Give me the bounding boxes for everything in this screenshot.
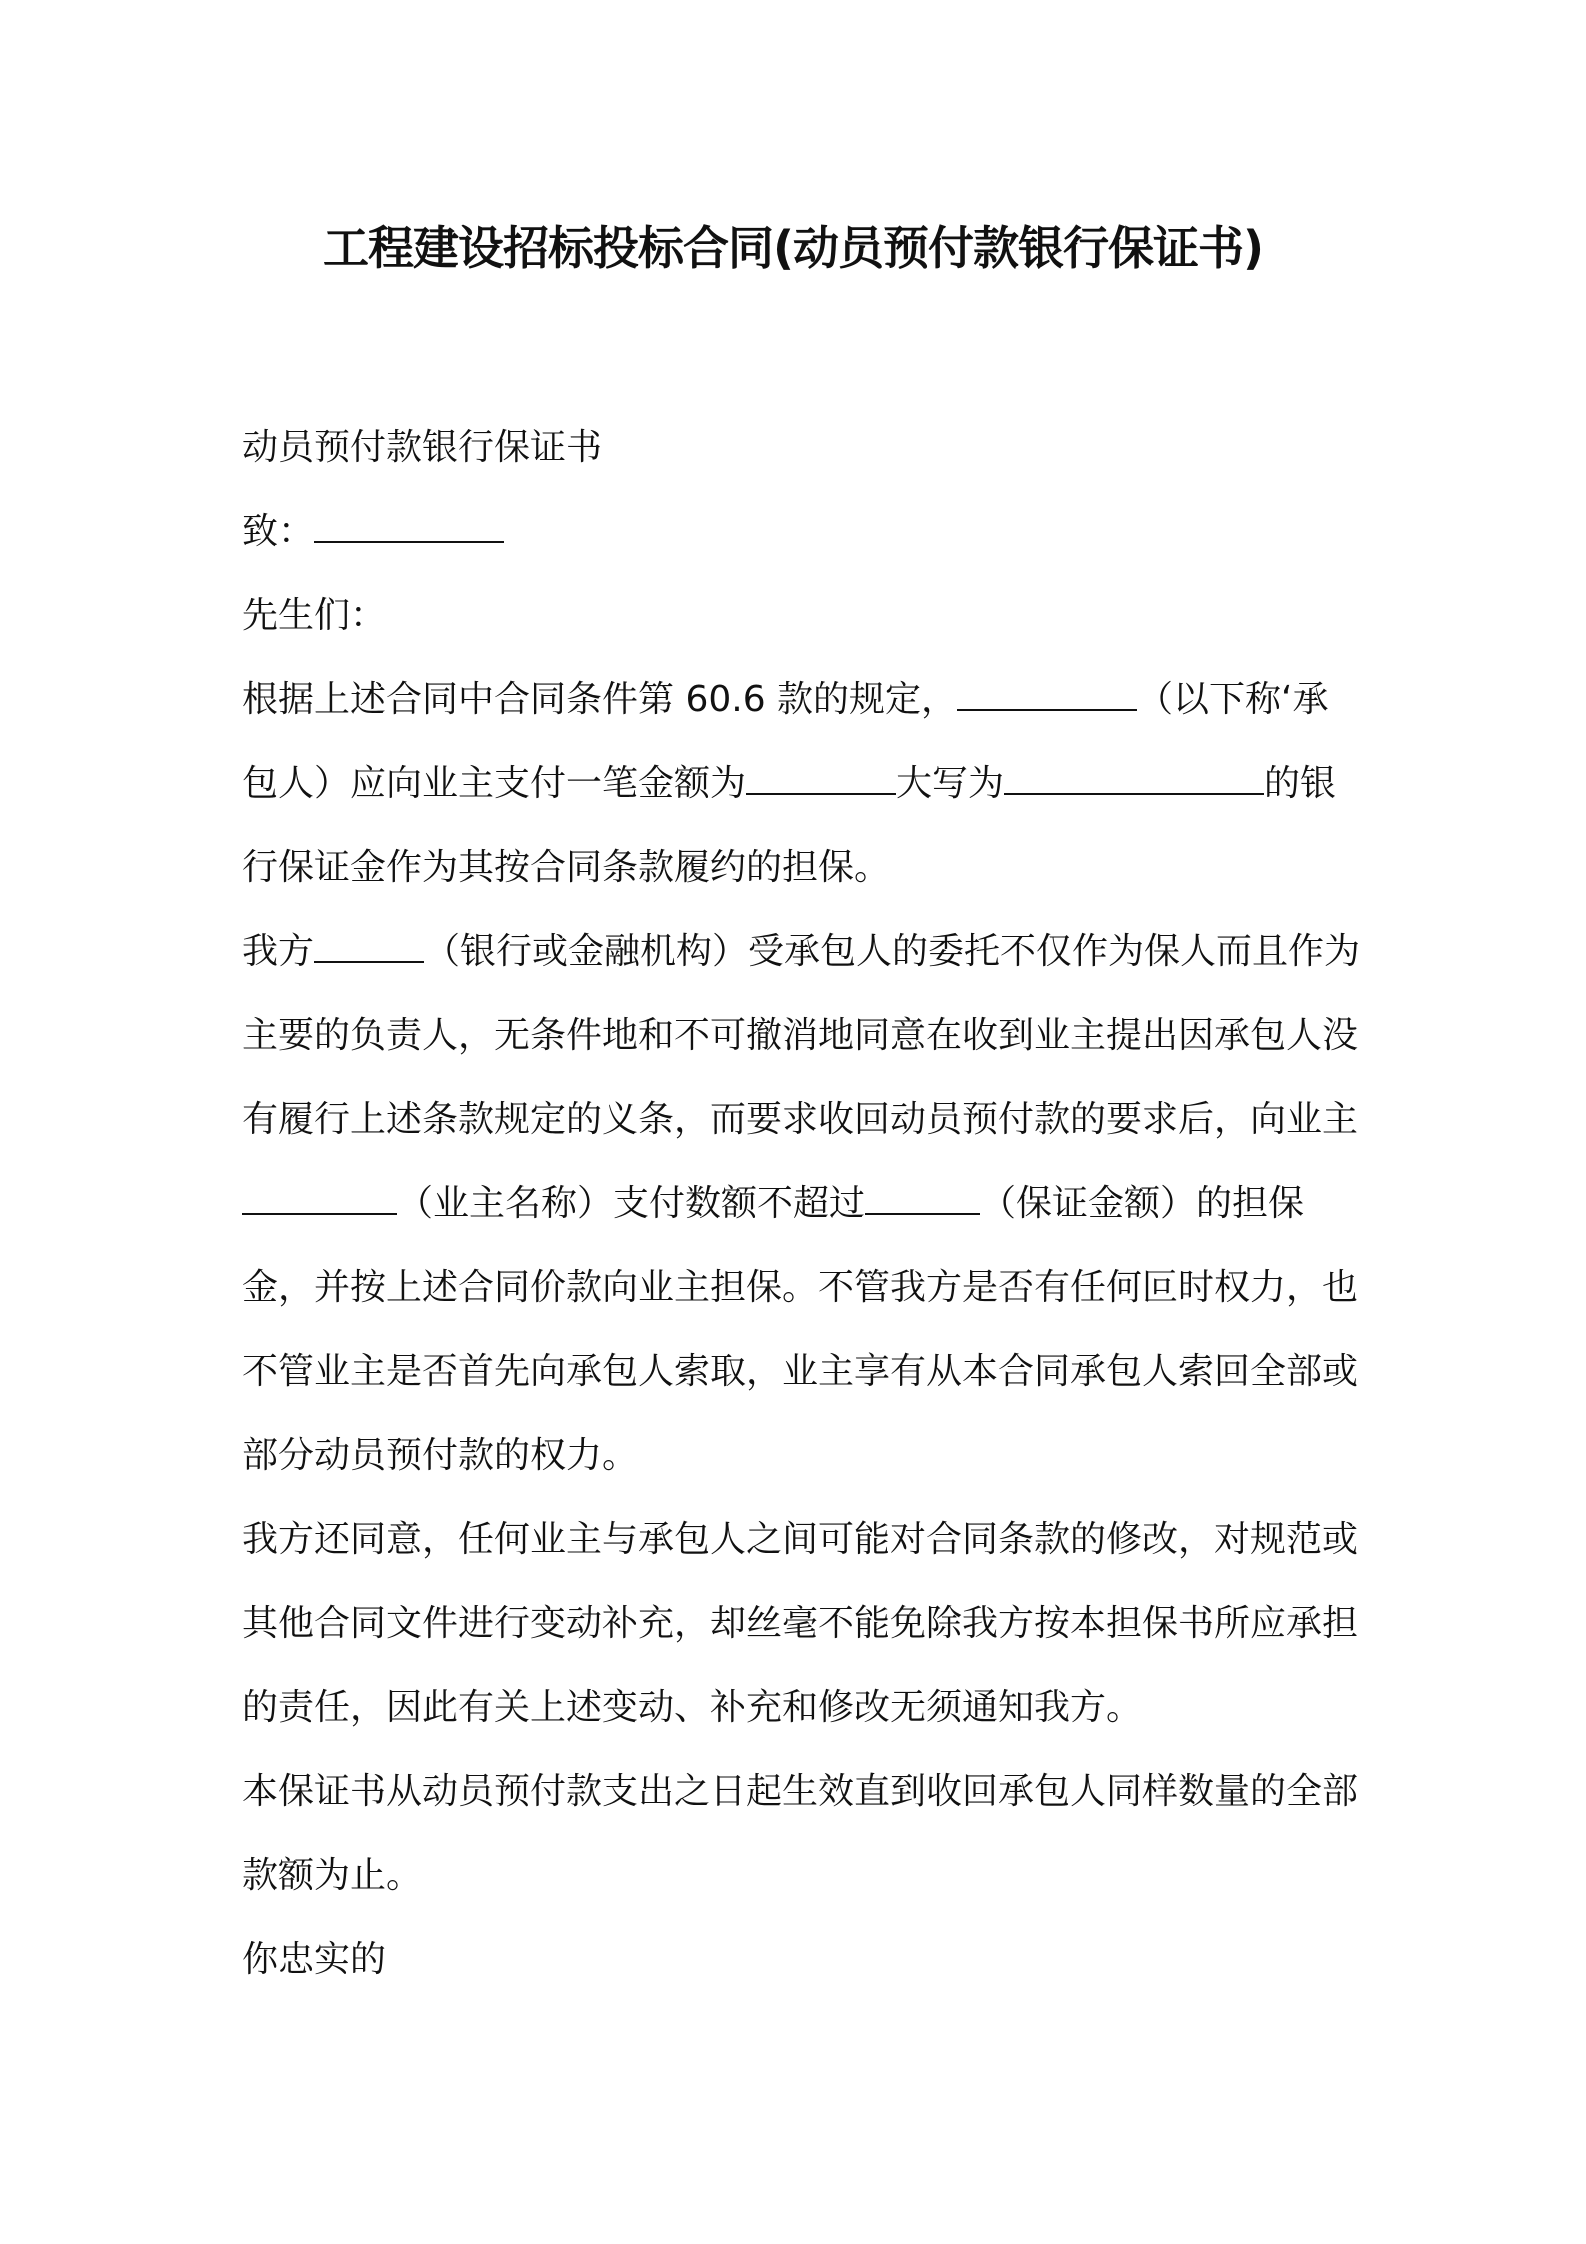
- document-body: [242, 406, 1362, 2002]
- amount-in-words-blank: [1004, 759, 1264, 795]
- owner-name-blank: [242, 1179, 397, 1215]
- to-label: 致：: [242, 511, 315, 552]
- bank-name-blank: [314, 927, 424, 963]
- addressee-blank: [314, 507, 504, 543]
- contractor-name-blank: [957, 675, 1137, 711]
- closing: 你忠实的: [242, 1939, 387, 1980]
- amount-blank: [746, 759, 896, 795]
- salutation: 先生们：: [242, 595, 387, 636]
- section-heading: 动员预付款银行保证书: [242, 427, 603, 468]
- guarantee-amount-blank: [865, 1179, 980, 1215]
- document-title: 工程建设招标投标合同(动员预付款银行保证书): [322, 221, 1264, 275]
- paragraph-bank-obligation: 我方 （银行或金融机构）受承包人的委托不仅作为保人而且作为主要的负责人，无条件地和不可撤消地同意在收到业主提出因承包人没有履行上述条款规定的义条，而要求收回动员预付款的要求后，向业主（业主名称）支付数额不超过 （保证金额）的担保金，并按上述合同价款向业主担保。不管我方是否有任何叵时权力，也不管业主是否首先向承包人索取，业主享有从本合同承包人索回全部或部分动员预付款的权力。: [242, 910, 1362, 1498]
- addressee-line: [242, 490, 1362, 574]
- paragraph-modifications: 我方还同意，任何业主与承包人之间可能对合同条款的修改，对规范或其他合同文件进行变动补充，却丝毫不能免除我方按本担保书所应承担的责任，因此有关上述变动、补充和修改无须通知我方。: [242, 1519, 1359, 1728]
- paragraph-validity: 本保证书从动员预付款支出之日起生效直到收回承包人同样数量的全部款额为止。: [242, 1771, 1359, 1896]
- paragraph-guarantee-amount: 根据上述合同中合同条件第 60.6 款的规定， （以下称‘承包人）应向业主支付一笔金额为 大写为 的银行保证金作为其按合同条款履约的担保。: [242, 658, 1362, 910]
